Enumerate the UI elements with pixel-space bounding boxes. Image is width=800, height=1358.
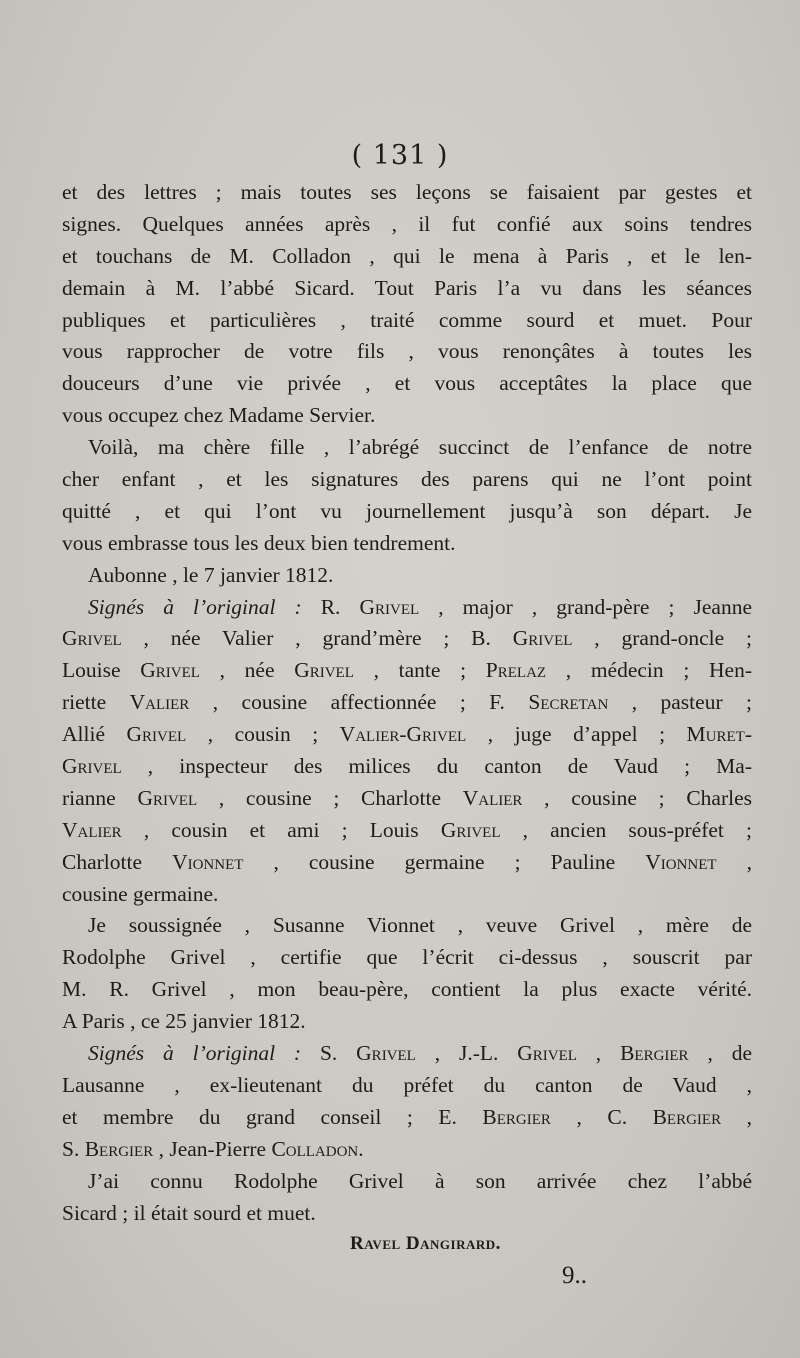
text-line: cousine germaine. <box>62 881 219 906</box>
text-line: Sicard ; il était sourd et muet. <box>62 1200 316 1225</box>
text-line: Louise Grivel , née Grivel , tante ; Prelaz , médecin ; Hen- <box>62 658 752 683</box>
body-text <box>62 177 752 1229</box>
text-line: S. Bergier , Jean-Pierre Colladon. <box>62 1136 364 1161</box>
text-line: cher enfant , et les signatures des parens qui ne l’ont point <box>62 467 752 492</box>
text-line: Signés à l’original : R. Grivel , major , grand-père ; Jeanne <box>88 594 752 619</box>
text-line: rianne Grivel , cousine ; Charlotte Valier , cousine ; Charles <box>62 785 753 810</box>
text-line: Je soussignée , Susanne Vionnet , veuve Grivel , mère de <box>88 913 752 938</box>
text-line: quitté , et qui l’ont vu journellement jusqu’à son départ. Je <box>62 498 752 523</box>
text-line: vous occupez chez Madame Servier. <box>62 403 376 428</box>
text-line: Grivel , née Valier , grand’mère ; B. Grivel , grand-oncle ; <box>62 626 752 651</box>
text-line: demain à M. l’abbé Sicard. Tout Paris l’a vu dans les séances <box>62 275 752 300</box>
text-line: publiques et particulières , traité comme sourd et muet. Pour <box>62 307 752 332</box>
text-line: et touchans de M. Colladon , qui le mena à Paris , et le len- <box>62 243 752 268</box>
text-line: et membre du grand conseil ; E. Bergier , C. Bergier , <box>62 1104 753 1129</box>
text-line: riette Valier , cousine affectionnée ; F. Secretan , pasteur ; <box>62 690 753 715</box>
text-line: Allié Grivel , cousin ; Valier-Grivel , juge d’appel ; Muret- <box>62 722 752 747</box>
text-line: Grivel , inspecteur des milices du canton de Vaud ; Ma- <box>62 754 752 779</box>
text-line: Charlotte Vionnet , cousine germaine ; Pauline Vionnet , <box>62 849 753 874</box>
catchword: 9.. <box>562 1262 587 1289</box>
text-line: Voilà, ma chère fille , l’abrégé succinct de l’enfance de notre <box>88 435 752 460</box>
text-line: Aubonne , le 7 janvier 1812. <box>88 562 334 587</box>
text-line: vous rapprocher de votre fils , vous renonçâtes à toutes les <box>62 339 752 364</box>
text-line: et des lettres ; mais toutes ses leçons se faisaient par gestes et <box>62 180 752 204</box>
text-line: vous embrasse tous les deux bien tendrement. <box>62 530 456 555</box>
text-line: M. R. Grivel , mon beau-père, contient la plus exacte vérité. <box>62 977 752 1002</box>
text-line: Lausanne , ex-lieutenant du préfet du canton de Vaud , <box>62 1072 752 1097</box>
text-line: A Paris , ce 25 janvier 1812. <box>62 1009 306 1034</box>
signature: Ravel Dangirard. <box>350 1233 501 1254</box>
text-line: Rodolphe Grivel , certifie que l’écrit ci-dessus , souscrit par <box>62 945 752 970</box>
page-number: ( 131 ) <box>351 140 449 171</box>
text-line: signes. Quelques années après , il fut confié aux soins tendres <box>62 211 752 236</box>
text-line: Signés à l’original : S. Grivel , J.-L. Grivel , Bergier , de <box>88 1041 752 1066</box>
text-line: Valier , cousin et ami ; Louis Grivel , ancien sous-préfet ; <box>62 817 752 842</box>
text-line: douceurs d’une vie privée , et vous acceptâtes la place que <box>62 371 752 396</box>
text-line: J’ai connu Rodolphe Grivel à son arrivée chez l’abbé <box>88 1168 752 1193</box>
